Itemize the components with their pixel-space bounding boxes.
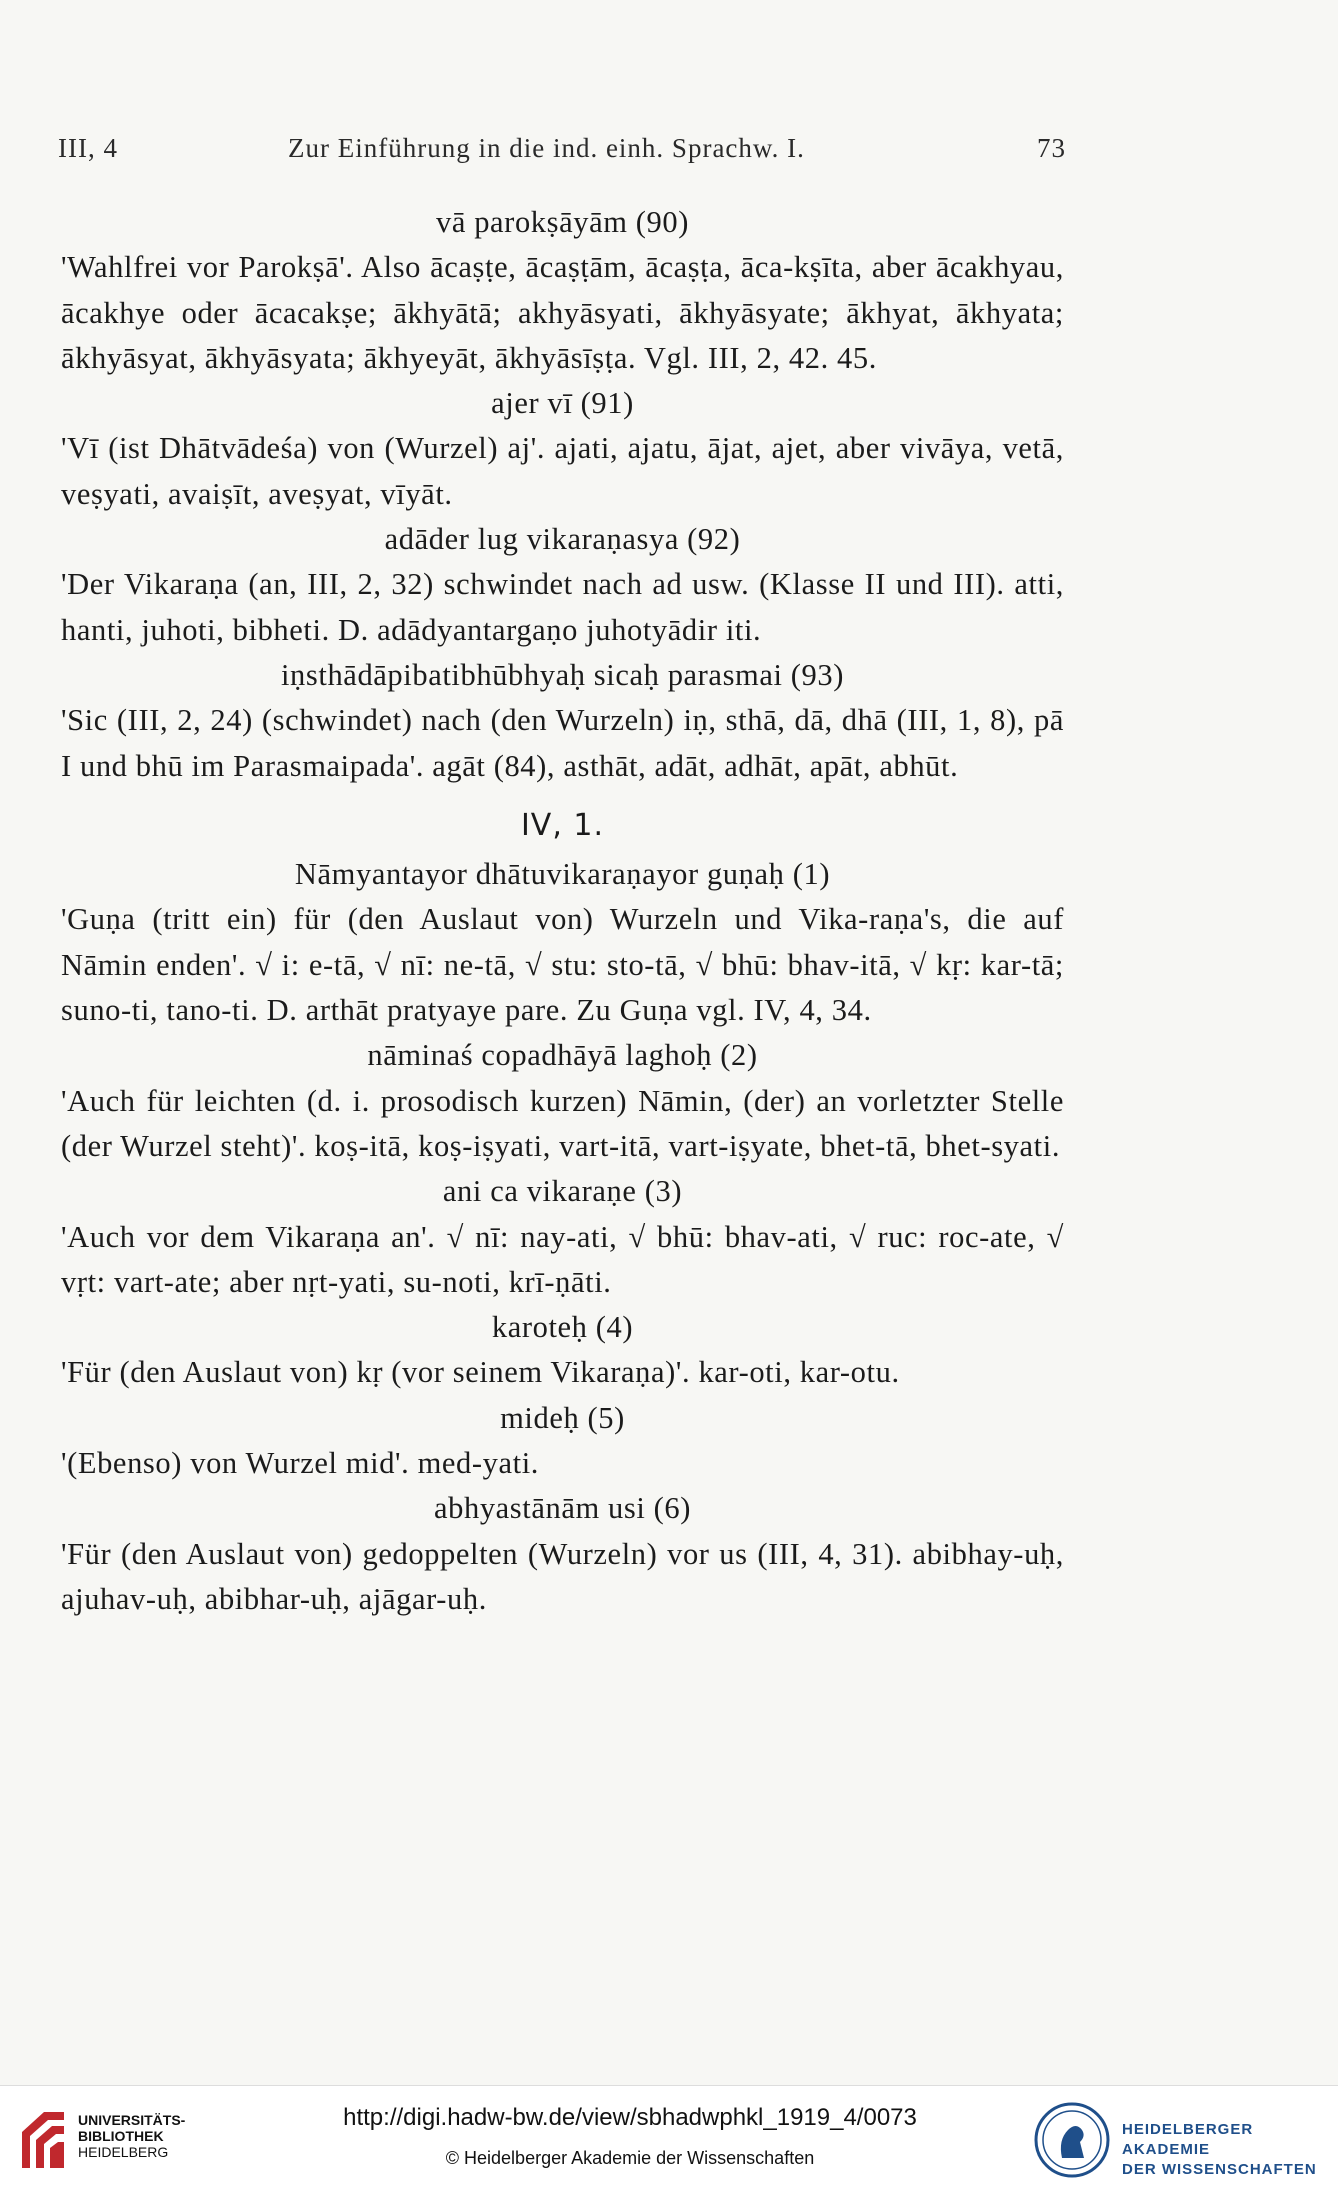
copyright-notice: © Heidelberger Akademie der Wissenschaften bbox=[445, 2148, 815, 2168]
sutra-heading: vā parokṣāyām (90) bbox=[435, 205, 689, 239]
sutra-heading: ani ca vikaraṇe (3) bbox=[442, 1174, 683, 1209]
paragraph: 'Vī (ist Dhātvādeśa) von (Wurzel) aj'. ajati, ajatu, ājat, ajet, aber vivāya, vetā, veṣyati, avaiṣīt, aveṣyat, vīyāt. bbox=[61, 431, 1064, 511]
page-number: 73 bbox=[1037, 133, 1066, 163]
sutra-heading: nāminaś copadhāyā laghoḥ (2) bbox=[367, 1038, 758, 1073]
header-title: Zur Einführung in die ind. einh. Sprachw. I. bbox=[288, 133, 805, 163]
paragraph: 'Für (den Auslaut von) kṛ (vor seinem Vikaraṇa)'. kar-oti, kar-otu. bbox=[61, 1355, 900, 1390]
sutra-heading: iṇsthādāpibatibhūbhyaḥ sicaḥ parasmai (93) bbox=[280, 657, 845, 692]
sutra-heading: adāder lug vikaraṇasya (92) bbox=[384, 522, 741, 557]
page-body bbox=[61, 200, 1064, 1622]
sutra-heading: abhyastānām usi (6) bbox=[433, 1491, 692, 1526]
paragraph: 'Der Vikaraṇa (an, III, 2, 32) schwindet nach ad usw. (Klasse II und III). atti, hanti, juhoti, bibheti. D. adādyantargaṇo juhotyādir iti. bbox=[61, 567, 1064, 647]
section-heading: IV, 1. bbox=[520, 807, 605, 843]
library-name: UNIVERSITÄTS- BIBLIOTHEK HEIDELBERG bbox=[78, 2112, 186, 2160]
sutra-heading: Nāmyantayor dhātuvikaraṇayor guṇaḥ (1) bbox=[294, 857, 831, 892]
paragraph: 'Guṇa (tritt ein) für (den Auslaut von) Wurzeln und Vika-raṇa's, die auf Nāmin enden'. √ i: e-tā, √ nī: ne-tā, √ stu: sto-tā, √ bhū: bhav-itā, √ kṛ: kar-tā; suno-ti, tano-ti. D. arthāt pratyaye pare. Zu Guṇa vgl. IV, 4, 34. bbox=[61, 902, 1064, 1028]
academy-seal-icon bbox=[1032, 2100, 1112, 2180]
paragraph: '(Ebenso) von Wurzel mid'. med-yati. bbox=[61, 1446, 540, 1481]
academy-name: HEIDELBERGER AKADEMIE DER WISSENSCHAFTEN bbox=[1122, 2121, 1317, 2178]
paragraph: 'Sic (III, 2, 24) (schwindet) nach (den Wurzeln) iṇ, sthā, dā, dhā (III, 1, 8), pā I und bhū im Parasmaipada'. agāt (84), asthāt, adāt, adhāt, apāt, abhūt. bbox=[61, 703, 1064, 783]
sutra-heading: karoteḥ (4) bbox=[491, 1310, 634, 1345]
viewer-footer bbox=[0, 2085, 1338, 2191]
header-volume: III, 4 bbox=[58, 133, 118, 163]
paragraph: 'Auch vor dem Vikaraṇa an'. √ nī: nay-ati, √ bhū: bhav-ati, √ ruc: roc-ate, √ vṛt: vart-ate; aber nṛt-yati, su-noti, krī-ṇāti. bbox=[61, 1219, 1064, 1299]
source-url-link[interactable]: http://digi.hadw-bw.de/view/sbhadwphkl_1919_4/0073 bbox=[343, 2104, 917, 2131]
library-logo-icon bbox=[14, 2102, 72, 2176]
paragraph: 'Wahlfrei vor Parokṣā'. Also ācaṣṭe, ācaṣṭām, ācaṣṭa, āca-kṣīta, aber ācakhyau, ācakhye oder ācacakṣe; ākhyātā; akhyāsyati, ākhyāsyate; ākhyat, ākhyata; ākhyāsyat, ākhyāsyata; ākhyeyāt, ākhyāsīṣṭa. Vgl. III, 2, 42. 45. bbox=[61, 250, 1064, 375]
paragraph: 'Auch für leichten (d. i. prosodisch kurzen) Nāmin, (der) an vorletzter Stelle (der Wurzel steht)'. koṣ-itā, koṣ-iṣyati, vart-itā, vart-iṣyate, bhet-tā, bhet-syati. bbox=[61, 1083, 1064, 1163]
sutra-heading: ajer vī (91) bbox=[491, 386, 634, 421]
sutra-heading: mideḥ (5) bbox=[500, 1400, 625, 1435]
paragraph: 'Für (den Auslaut von) gedoppelten (Wurzeln) vor us (III, 4, 31). abibhay-uḥ, ajuhav-uḥ, abibhar-uḥ, ajāgar-uḥ. bbox=[61, 1536, 1064, 1616]
